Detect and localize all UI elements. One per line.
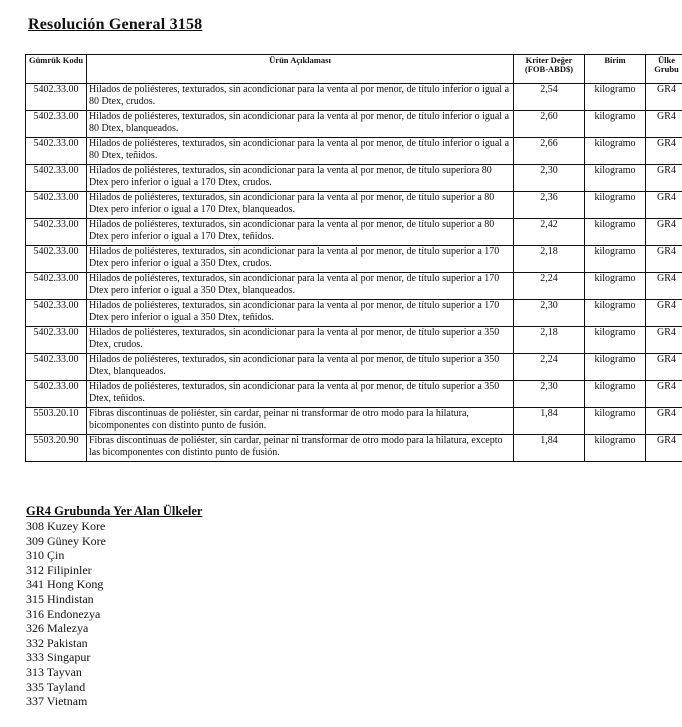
cell-unit: kilogramo	[585, 300, 646, 327]
country-item: 326 Malezya	[26, 621, 89, 636]
cell-value: 1,84	[514, 435, 585, 462]
cell-code: 5503.20.90	[26, 435, 87, 462]
cell-description: Hilados de poliésteres, texturados, sin acondicionar para la venta al por menor, de título inferior o igual a 80 Dtex, blanqueados.	[87, 111, 514, 138]
cell-group: GR4	[646, 408, 682, 435]
cell-unit: kilogramo	[585, 381, 646, 408]
cell-description: Hilados de poliésteres, texturados, sin acondicionar para la venta al por menor, de título superiora 80 Dtex pero inferior o igual a 170 Dtex, crudos.	[87, 165, 514, 192]
table-row	[26, 246, 682, 273]
cell-code: 5402.33.00	[26, 327, 87, 354]
document-title: Resolución General 3158	[28, 16, 203, 33]
table-row	[26, 381, 682, 408]
cell-code: 5503.20.10	[26, 408, 87, 435]
header-unit: Birim	[585, 55, 646, 84]
cell-description: Hilados de poliésteres, texturados, sin acondicionar para la venta al por menor, de título superior a 350 Dtex, teñidos.	[87, 381, 514, 408]
cell-value: 2,18	[514, 246, 585, 273]
header-value: Kriter Değer (FOB-ABD$)	[514, 55, 585, 84]
cell-group: GR4	[646, 138, 682, 165]
cell-description: Hilados de poliésteres, texturados, sin acondicionar para la venta al por menor, de título inferior o igual a 80 Dtex, teñidos.	[87, 138, 514, 165]
cell-unit: kilogramo	[585, 273, 646, 300]
cell-unit: kilogramo	[585, 354, 646, 381]
cell-value: 2,54	[514, 84, 585, 111]
cell-unit: kilogramo	[585, 138, 646, 165]
header-description: Ürün Açıklaması	[87, 55, 514, 84]
cell-group: GR4	[646, 165, 682, 192]
header-group: Ülke Grubu	[646, 55, 682, 84]
cell-value: 2,60	[514, 111, 585, 138]
cell-unit: kilogramo	[585, 111, 646, 138]
country-item: 308 Kuzey Kore	[26, 519, 106, 533]
cell-group: GR4	[646, 246, 682, 273]
cell-description: Fibras discontinuas de poliéster, sin cardar, peinar ni transformar de otro modo para la hilatura, bicomponentes con distinto punto de fusión.	[87, 408, 514, 435]
cell-unit: kilogramo	[585, 84, 646, 111]
cell-description: Hilados de poliésteres, texturados, sin acondicionar para la venta al por menor, de título superior a 350 Dtex, crudos.	[87, 327, 514, 354]
table-row	[26, 165, 682, 192]
cell-group: GR4	[646, 84, 682, 111]
cell-code: 5402.33.00	[26, 219, 87, 246]
cell-group: GR4	[646, 435, 682, 462]
cell-unit: kilogramo	[585, 246, 646, 273]
cell-group: GR4	[646, 381, 682, 408]
table-row	[26, 435, 682, 462]
country-list-title: GR4 Grubunda Yer Alan Ülkeler	[26, 504, 203, 518]
cell-group: GR4	[646, 300, 682, 327]
cell-code: 5402.33.00	[26, 300, 87, 327]
cell-value: 2,42	[514, 219, 585, 246]
criteria-table	[25, 54, 682, 462]
table-row	[26, 273, 682, 300]
table-row	[26, 219, 682, 246]
cell-code: 5402.33.00	[26, 246, 87, 273]
table-row	[26, 300, 682, 327]
cell-group: GR4	[646, 273, 682, 300]
country-item: 309 Güney Kore	[26, 533, 106, 548]
country-item: 310 Çin	[26, 548, 65, 563]
cell-code: 5402.33.00	[26, 273, 87, 300]
cell-description: Hilados de poliésteres, texturados, sin acondicionar para la venta al por menor, de título inferior o igual a 80 Dtex, crudos.	[87, 84, 514, 111]
table-row	[26, 327, 682, 354]
cell-code: 5402.33.00	[26, 138, 87, 165]
country-item: 312 Filipinler	[26, 562, 92, 577]
cell-unit: kilogramo	[585, 435, 646, 462]
cell-value: 2,30	[514, 300, 585, 327]
country-item: 333 Singapur	[26, 650, 91, 665]
country-item: 337 Vietnam	[26, 694, 88, 709]
header-code: Gümrük Kodu	[26, 55, 87, 84]
country-item: 316 Endonezya	[26, 606, 101, 621]
table-header-row	[26, 55, 682, 84]
cell-unit: kilogramo	[585, 192, 646, 219]
cell-description: Hilados de poliésteres, texturados, sin acondicionar para la venta al por menor, de título superior a 170 Dtex pero inferior o igual a 350 Dtex, crudos.	[87, 246, 514, 273]
table-row	[26, 84, 682, 111]
table-row	[26, 354, 682, 381]
cell-code: 5402.33.00	[26, 165, 87, 192]
cell-unit: kilogramo	[585, 165, 646, 192]
cell-unit: kilogramo	[585, 408, 646, 435]
cell-unit: kilogramo	[585, 219, 646, 246]
cell-value: 1,84	[514, 408, 585, 435]
cell-group: GR4	[646, 327, 682, 354]
cell-description: Hilados de poliésteres, texturados, sin acondicionar para la venta al por menor, de título superior a 170 Dtex pero inferior o igual a 350 Dtex, teñidos.	[87, 300, 514, 327]
cell-code: 5402.33.00	[26, 192, 87, 219]
cell-value: 2,66	[514, 138, 585, 165]
cell-code: 5402.33.00	[26, 111, 87, 138]
cell-description: Fibras discontinuas de poliéster, sin cardar, peinar ni transformar de otro modo para la hilatura, excepto las bicomponentes con distinto punto de fusión.	[87, 435, 514, 462]
country-item: 313 Tayvan	[26, 664, 82, 679]
cell-group: GR4	[646, 354, 682, 381]
country-list	[26, 519, 106, 709]
table-row	[26, 408, 682, 435]
cell-value: 2,18	[514, 327, 585, 354]
table-row	[26, 111, 682, 138]
cell-value: 2,30	[514, 381, 585, 408]
cell-group: GR4	[646, 219, 682, 246]
country-item: 335 Tayland	[26, 679, 86, 694]
cell-code: 5402.33.00	[26, 84, 87, 111]
cell-value: 2,36	[514, 192, 585, 219]
cell-unit: kilogramo	[585, 327, 646, 354]
cell-value: 2,24	[514, 354, 585, 381]
cell-code: 5402.33.00	[26, 381, 87, 408]
table-body	[26, 84, 682, 462]
cell-value: 2,24	[514, 273, 585, 300]
cell-group: GR4	[646, 111, 682, 138]
country-item: 315 Hindistan	[26, 591, 94, 606]
table-row	[26, 192, 682, 219]
cell-description: Hilados de poliésteres, texturados, sin acondicionar para la venta al por menor, de título superior a 80 Dtex pero inferior o igual a 170 Dtex, blanqueados.	[87, 192, 514, 219]
cell-code: 5402.33.00	[26, 354, 87, 381]
country-item: 341 Hong Kong	[26, 577, 104, 592]
cell-description: Hilados de poliésteres, texturados, sin acondicionar para la venta al por menor, de título superior a 80 Dtex pero inferior o igual a 170 Dtex, teñidos.	[87, 219, 514, 246]
cell-description: Hilados de poliésteres, texturados, sin acondicionar para la venta al por menor, de título superior a 350 Dtex, blanqueados.	[87, 354, 514, 381]
country-item: 332 Pakistan	[26, 635, 88, 650]
cell-value: 2,30	[514, 165, 585, 192]
table-row	[26, 138, 682, 165]
cell-description: Hilados de poliésteres, texturados, sin acondicionar para la venta al por menor, de título superior a 170 Dtex pero inferior o igual a 350 Dtex, blanqueados.	[87, 273, 514, 300]
cell-group: GR4	[646, 192, 682, 219]
